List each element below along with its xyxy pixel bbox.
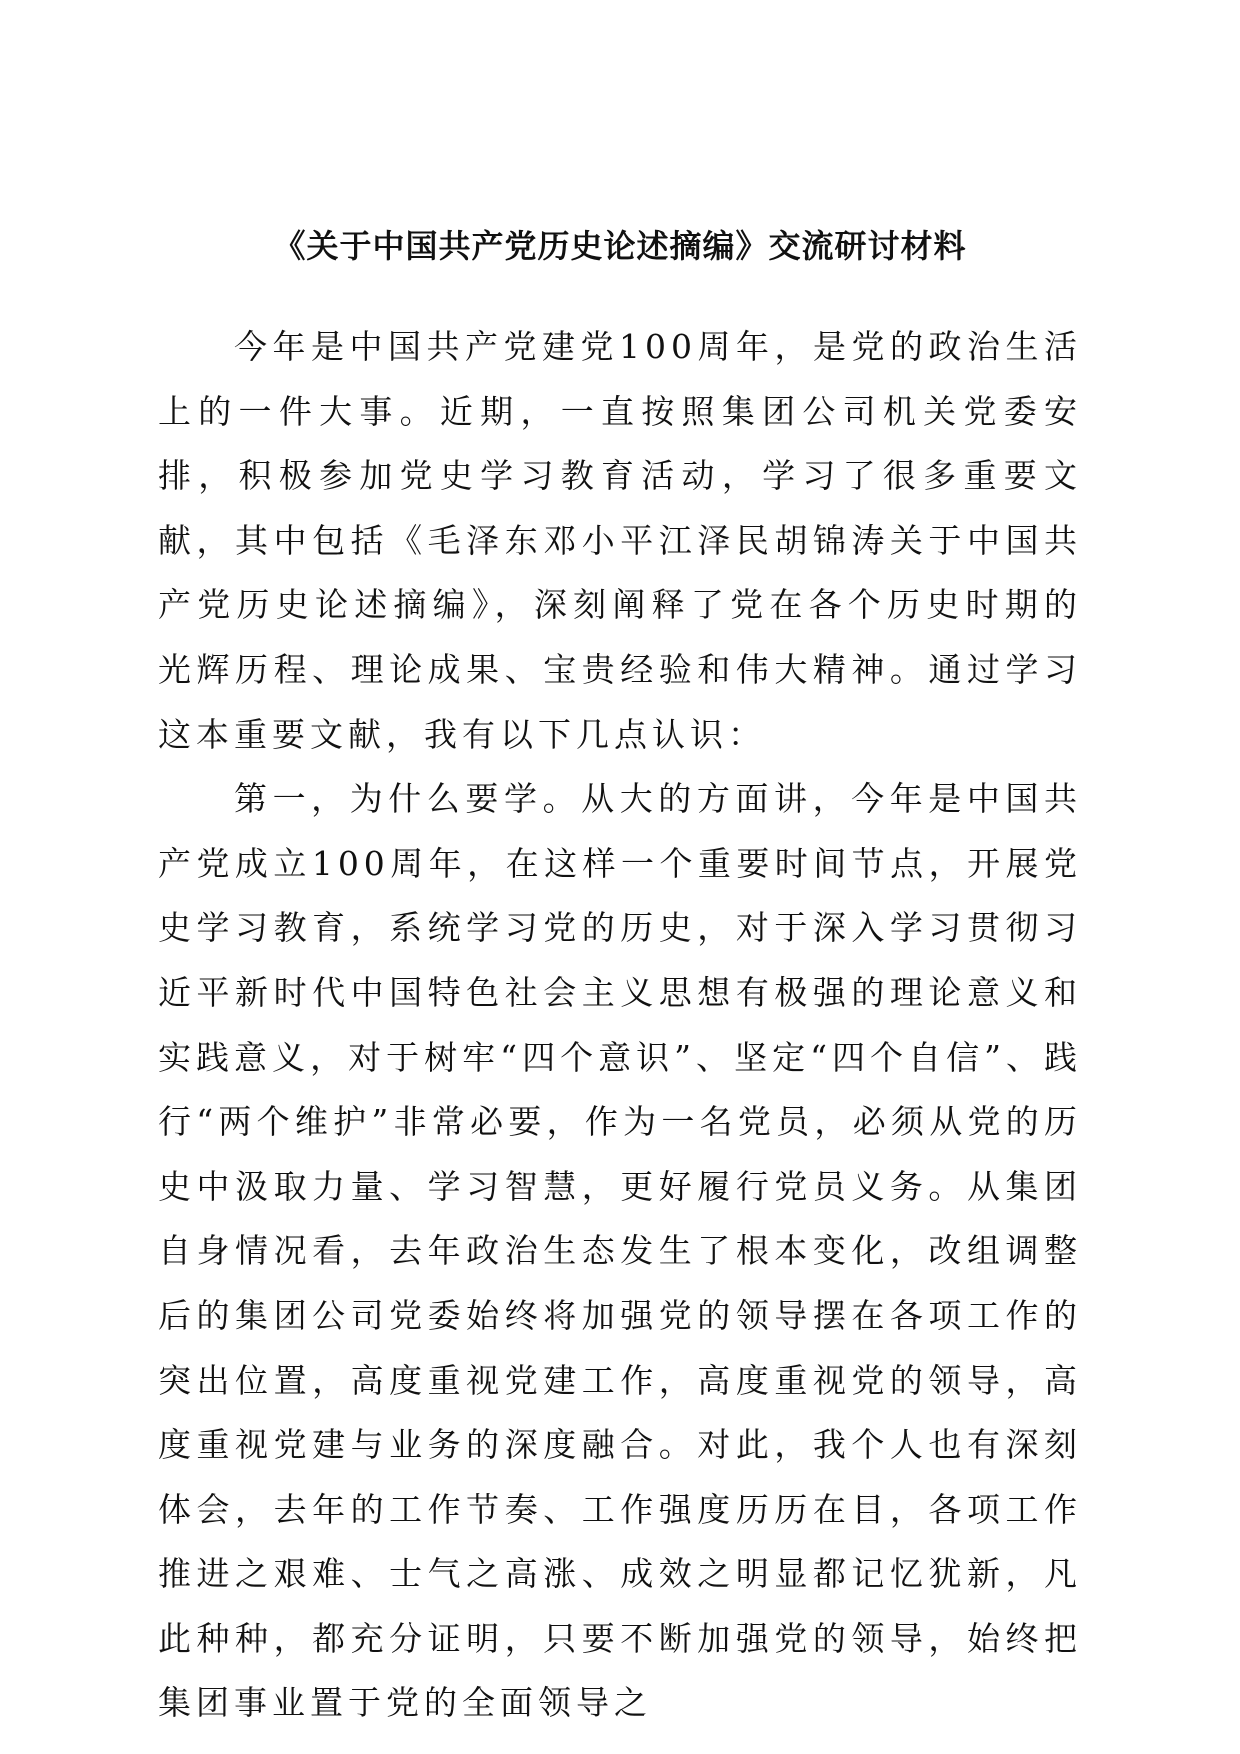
document-body bbox=[158, 315, 1082, 1736]
paragraph-first-point: 第一，为什么要学。从大的方面讲，今年是中国共产党成立100周年，在这样一个重要时间节点，开展党史学习教育，系统学习党的历史，对于深入学习贯彻习近平新时代中国特色社会主义思想有极强的理论意义和实践意义，对于树牢“四个意识”、坚定“四个自信”、践行“两个维护”非常必要，作为一名党员，必须从党的历史中汲取力量、学习智慧，更好履行党员义务。从集团自身情况看，去年政治生态发生了根本变化，改组调整后的集团公司党委始终将加强党的领导摆在各项工作的突出位置，高度重视党建工作，高度重视党的领导，高度重视党建与业务的深度融合。对此，我个人也有深刻体会，去年的工作节奏、工作强度历历在目，各项工作推进之艰难、士气之高涨、成效之明显都记忆犹新，凡此种种，都充分证明，只要不断加强党的领导，始终把集团事业置于党的全面领导之 bbox=[158, 779, 1082, 1723]
paragraph-intro: 今年是中国共产党建党100周年，是党的政治生活上的一件大事。近期，一直按照集团公司机关党委安排，积极参加党史学习教育活动，学习了很多重要文献，其中包括《毛泽东邓小平江泽民胡锦涛关于中国共产党历史论述摘编》，深刻阐释了党在各个历史时期的光辉历程、理论成果、宝贵经验和伟大精神。通过学习这本重要文献，我有以下几点认识： bbox=[158, 327, 1082, 754]
document-title: 《关于中国共产党历史论述摘编》交流研讨材料 bbox=[273, 227, 967, 265]
